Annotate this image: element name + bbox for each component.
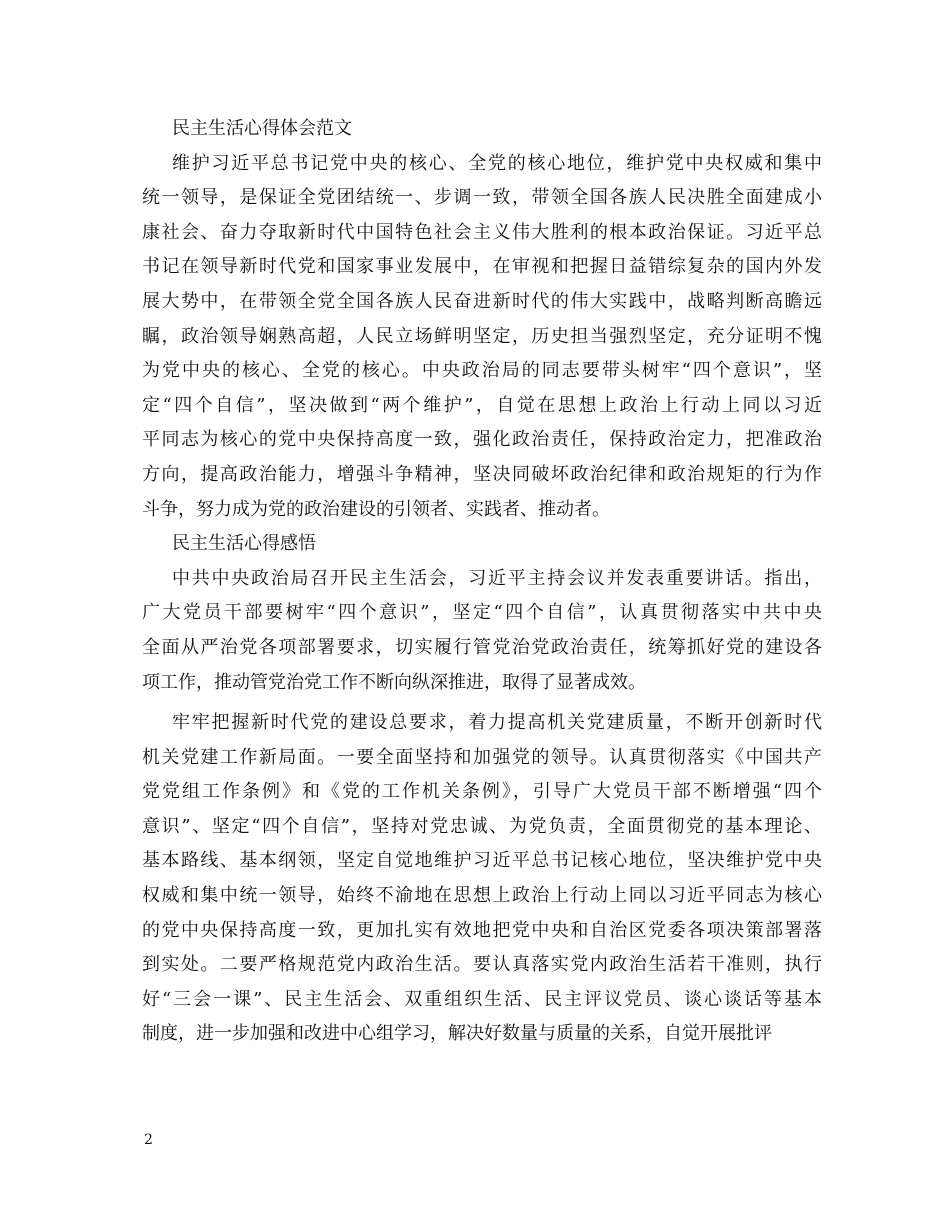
paragraph-line: 项工作，推动管党治党工作不断向纵深推进，取得了显著成效。: [142, 671, 646, 693]
paragraph: [142, 562, 822, 700]
document-body: [142, 112, 822, 1052]
paragraph-line: 好“三会一课”、民主生活会、双重组织生活、民主评议党员、谈心谈话等基本: [142, 988, 822, 1010]
paragraph-line: 意识”、坚定“四个自信”，坚持对党忠诚、为党负责，全面贯彻党的基本理论、: [142, 815, 822, 837]
paragraph-line: 制度，进一步加强和改进中心组学习，解决好数量与质量的关系，自觉开展批评: [142, 1023, 772, 1045]
paragraph-line: 党党组工作条例》和《党的工作机关条例》，引导广大党员干部不断增强“四个: [142, 781, 822, 803]
paragraph-line: 康社会、奋力夺取新时代中国特色社会主义伟大胜利的根本政治保证。习近平总: [142, 221, 822, 243]
paragraph-line: 维护习近平总书记党中央的核心、全党的核心地位，维护党中央权威和集中: [172, 152, 822, 174]
paragraph-line: 广大党员干部要树牢“四个意识”，坚定“四个自信”，认真贯彻落实中共中央: [142, 602, 822, 624]
paragraph-line: 机关党建工作新局面。一要全面坚持和加强党的领导。认真贯彻落实《中国共产: [142, 746, 822, 768]
paragraph-line: 中共中央政治局召开民主生活会，习近平主持会议并发表重要讲话。指出，: [172, 567, 822, 589]
paragraph-line: 展大势中，在带领全党全国各族人民奋进新时代的伟大实践中，战略判断高瞻远: [142, 290, 822, 312]
paragraph-line: 到实处。二要严格规范党内政治生活。要认真落实党内政治生活若干准则，执行: [142, 954, 822, 976]
paragraph-line: 平同志为核心的党中央保持高度一致，强化政治责任，保持政治定力，把准政治: [142, 429, 822, 451]
heading-text: 民主生活心得感悟: [172, 533, 316, 555]
page-number: 2: [144, 1132, 153, 1148]
paragraph: [142, 706, 822, 1052]
paragraph-line: 为党中央的核心、全党的核心。中央政治局的同志要带头树牢“四个意识”，坚: [142, 360, 822, 382]
paragraph-line: 书记在领导新时代党和国家事业发展中，在审视和把握日益错综复杂的国内外发: [142, 256, 822, 278]
paragraph-line: 统一领导，是保证全党团结统一、步调一致，带领全国各族人民决胜全面建成小: [142, 187, 822, 209]
paragraph: [142, 147, 822, 528]
paragraph-line: 斗争，努力成为党的政治建设的引领者、实践者、推动者。: [142, 498, 610, 520]
paragraph-line: 基本路线、基本纲领，坚定自觉地维护习近平总书记核心地位，坚决维护党中央: [142, 850, 822, 872]
paragraph-line: 方向，提高政治能力，增强斗争精神，坚决同破坏政治纪律和政治规矩的行为作: [142, 463, 822, 485]
paragraph-line: 权威和集中统一领导，始终不渝地在思想上政治上行动上同以习近平同志为核心: [142, 885, 822, 907]
section-heading: [142, 112, 822, 147]
section-heading: [142, 527, 822, 562]
paragraph-line: 牢牢把握新时代党的建设总要求，着力提高机关党建质量，不断开创新时代: [172, 712, 822, 734]
paragraph-line: 定“四个自信”，坚决做到“两个维护”，自觉在思想上政治上行动上同以习近: [142, 394, 822, 416]
paragraph-line: 全面从严治党各项部署要求，切实履行管党治党政治责任，统筹抓好党的建设各: [142, 636, 822, 658]
paragraph-line: 的党中央保持高度一致，更加扎实有效地把党中央和自治区党委各项决策部署落: [142, 919, 822, 941]
paragraph-line: 瞩，政治领导娴熟高超，人民立场鲜明坚定，历史担当强烈坚定，充分证明不愧: [142, 325, 822, 347]
heading-text: 民主生活心得体会范文: [172, 118, 352, 139]
